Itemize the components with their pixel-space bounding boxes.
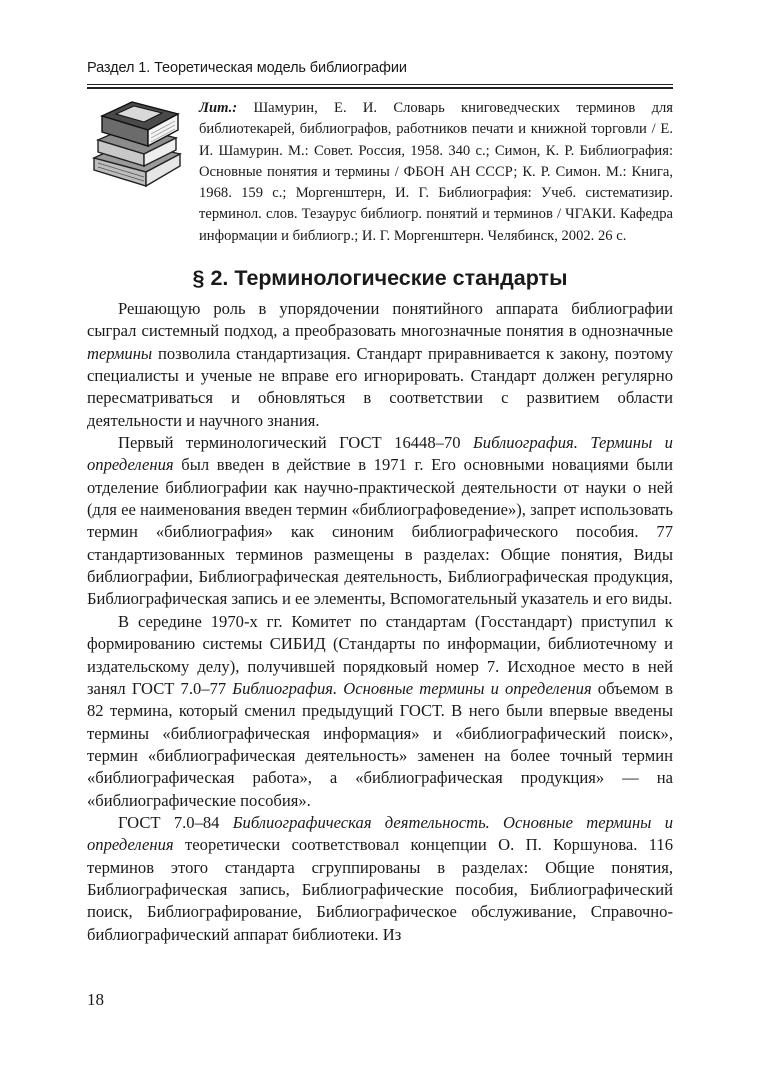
paragraph-text: теоретически соответствовал концепции О. П. Коршунова. 116 терминов этого стандарта сгруппированы в разделах: Общие понятия, Библиографическая запись, Библиографические пособия, Библиографический поиск, Библиографирование, Библиографическое обслуживание, Справочно-библиографический аппарат библиотеки. Из [87,835,673,944]
literature-references [199,98,673,247]
header-rule-thick [87,87,673,89]
emphasis: термины [87,343,153,363]
paragraph [87,812,673,946]
emphasis: Библиография. Термины и определения [87,433,673,475]
page-number: 18 [87,990,104,1009]
paragraph [87,611,673,812]
literature-label: Лит.: [199,100,238,116]
paragraph-text: был введен в действие в 1971 г. Его основными новациями были отделение библиографии как научно-практической деятельности от науки о ней (для ее наименования введен термин «библиографоведение»), запрет использовать термин «библиография» как синоним библиографического пособия. 77 стандартизованных терминов размещены в разделах: Общие понятия, Виды библиографии, Библиографическая деятельность, Библиографическая продукция, Библиографическая запись и ее элементы, Вспомогательный указатель и его виды. [87,455,673,609]
paragraph-text: Первый терминологический ГОСТ 16448–70 [118,433,474,453]
book-stack-icon [88,100,184,190]
paragraph-text: ГОСТ 7.0–84 [118,812,233,832]
emphasis: Библиографическая деятельность. Основные термины и определения [87,812,673,855]
paragraph-text: объемом в 82 термина, который сменил предыдущий ГОСТ. В него были впервые введены термины «библиографическая информация» и «библиографический поиск», термин «библиографическая деятельность» заменен на более точный термин «библиографическая работа», а «библиографическая продукция» — на «библиографические пособия». [87,678,673,810]
literature-text: Шамурин, Е. И. Словарь книговедческих терминов для библиотекарей, библиографов, работников печати и книжной торговли / Е. И. Шамурин. М.: Совет. Россия, 1958. 340 с.; Симон, К. Р. Библиография: Основные понятия и термины / ФБОН АН СССР; К. Р. Симон. М.: Книга, 1968. 159 с.; Моргенштерн, И. Г. Библиография: Учеб. систематизир. терминол. слов. Тезаурус библиогр. понятий и терминов / ЧГАКИ. Кафедра информации и библиогр.; И. Г. Моргенштерн. Челябинск, 2002. 26 с. [199,100,673,244]
paragraph [87,298,673,432]
section-title: § 2. Терминологические стандарты [192,266,568,290]
running-head: Раздел 1. Теоретическая модель библиографии [87,60,407,76]
header-rule [87,84,673,85]
paragraph-text: Решающую роль в упорядочении понятийного аппарата библиографии сыграл системный подход, а преобразовать многозначные понятия в однозначные [87,299,673,341]
paragraph-text: В середине 1970-х гг. Комитет по стандартам (Госстандарт) приступил к формированию системы СИБИД (Стандарты по информации, библиотечному и издательскому делу), получившей порядковый номер 7. Исходное место в ней занял ГОСТ 7.0–77 [87,611,673,698]
body-text [87,298,673,946]
paragraph [87,432,673,611]
paragraph-text: позволила стандартизация. Стандарт приравнивается к закону, поэтому специалисты и ученые не вправе его игнорировать. Стандарт должен регулярно пересматриваться и обновляться в соответствии с развитием области деятельности и научного знания. [87,343,673,430]
emphasis: Библиография. Основные термины и определения [232,678,592,698]
